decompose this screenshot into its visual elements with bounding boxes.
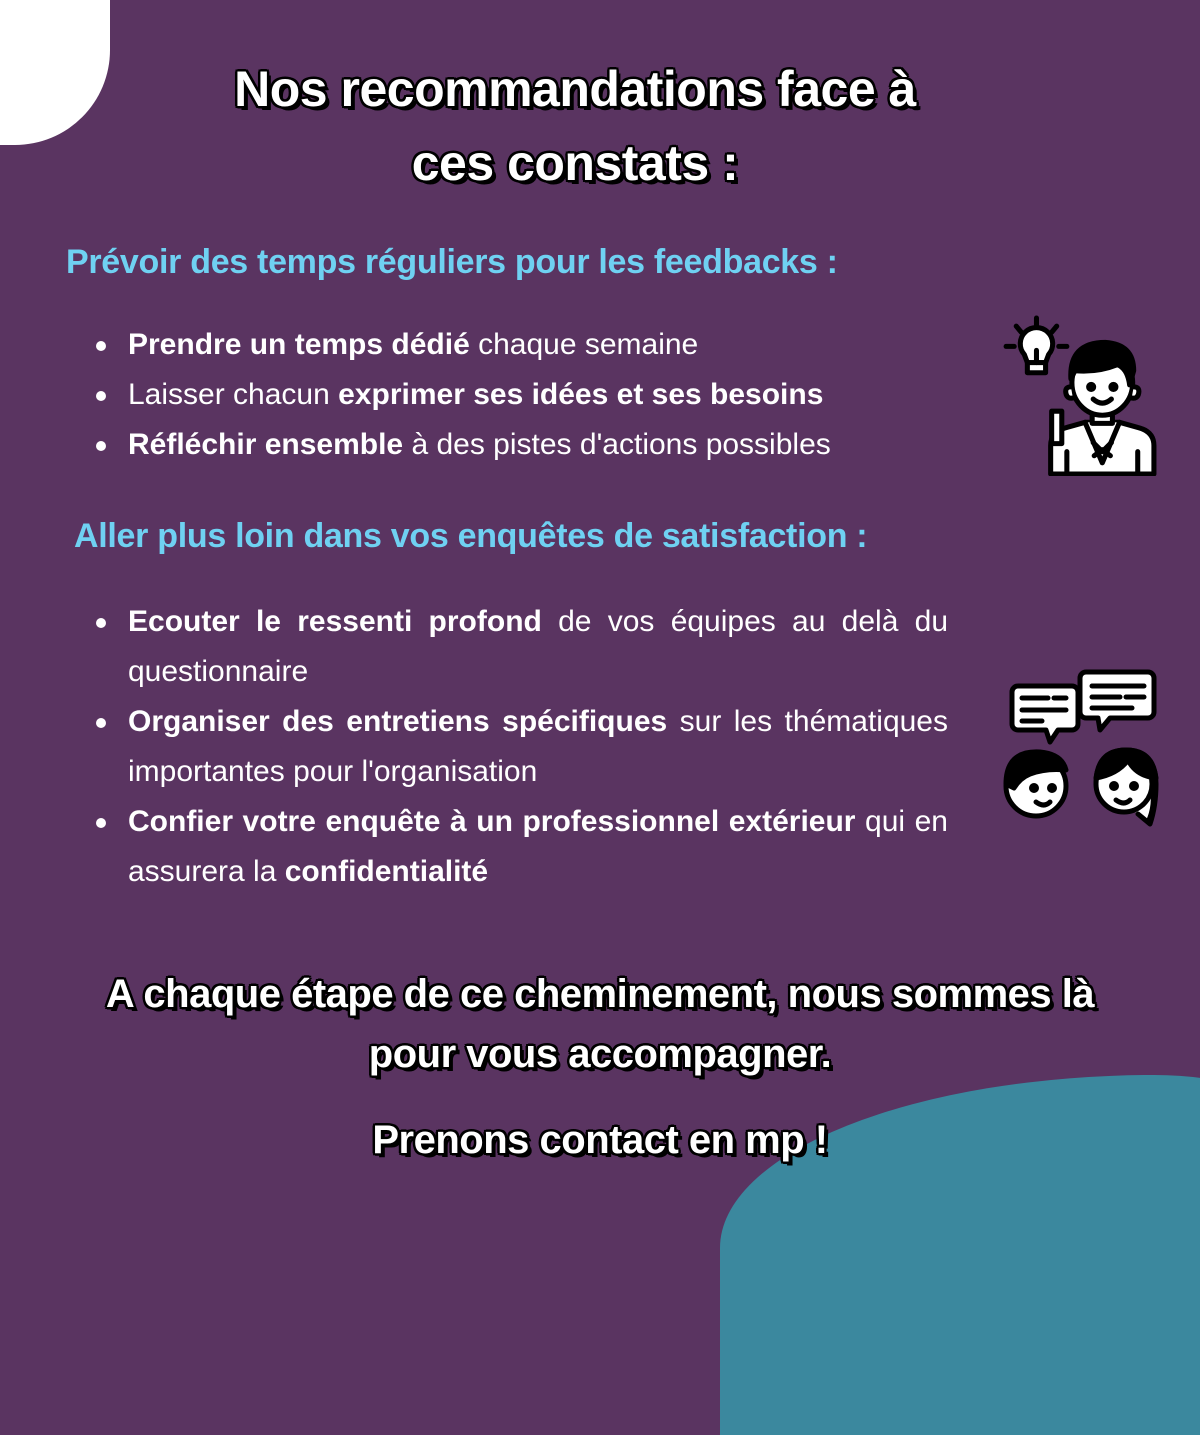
section-heading-feedbacks: Prévoir des temps réguliers pour les feedbacks :: [66, 243, 838, 281]
list-item: Laisser chacun exprimer ses idées et ses besoins: [96, 370, 976, 420]
list-item: Prendre un temps dédié chaque semaine: [96, 320, 976, 370]
person-with-lightbulb-icon: [998, 314, 1160, 476]
footer-line-1: A chaque étape de ce cheminement, nous sommes là: [105, 972, 1095, 1016]
list-item: Organiser des entretiens spécifiques sur les thématiques importantes pour l'organisation: [96, 697, 948, 797]
people-chat-bubbles-icon: [996, 666, 1164, 828]
decorative-white-blob: [0, 0, 110, 145]
page-title: [140, 52, 1010, 200]
satisfaction-list: [96, 597, 948, 897]
call-to-action: Prenons contact en mp !: [372, 1118, 828, 1162]
list-item: Réfléchir ensemble à des pistes d'actions possibles: [96, 420, 976, 470]
footer-message: [20, 964, 1180, 1084]
list-item: Ecouter le ressenti profond de vos équipes au delà du questionnaire: [96, 597, 948, 697]
page-title-line-1: Nos recommandations face à: [234, 61, 916, 117]
list-item: Confier votre enquête à un professionnel extérieur qui en assurera la confidentialité: [96, 797, 948, 897]
feedbacks-list: [96, 320, 976, 470]
page-title-line-2: ces constats :: [411, 135, 739, 191]
section-heading-satisfaction: Aller plus loin dans vos enquêtes de satisfaction :: [74, 517, 868, 555]
footer-line-2: pour vous accompagner.: [368, 1032, 832, 1076]
